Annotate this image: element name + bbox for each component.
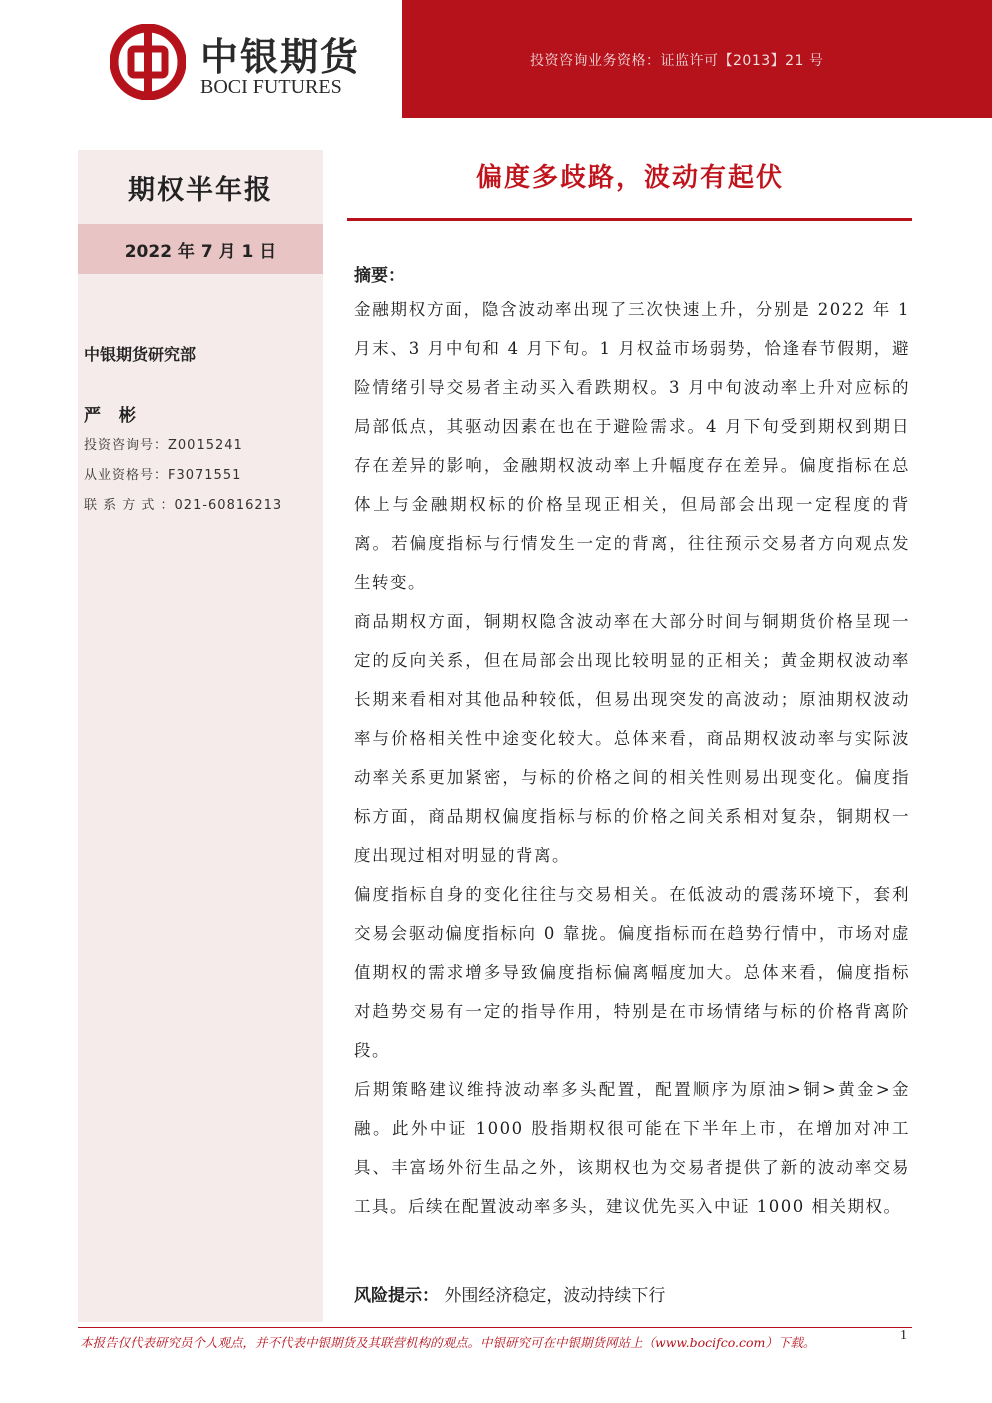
paragraph-financial-options: 金融期权方面，隐含波动率出现了三次快速上升，分别是 2022 年 1 月末、3 月中旬和 4 月下旬。1 月权益市场弱势，恰逢春节假期，避险情绪引导交易者主动买入看跌期权。3 月中旬波动率上升对应标的局部低点，其驱动因素在也在于避险需求。4 月下旬受到期权到期日存在差异的影响，金融期权波动率上升幅度存在差异。偏度指标在总体上与金融期权标的价格呈现正相关，但局部会出现一定程度的背离。若偏度指标与行情发生一定的背离，往往预示交易者方向观点发生转变。 xyxy=(354,300,910,592)
logo-english-name: BOCI FUTURES xyxy=(200,76,342,98)
page-number: 1 xyxy=(900,1328,907,1343)
abstract-body xyxy=(354,290,910,1226)
boc-logo-icon xyxy=(110,24,186,100)
paragraph-commodity-options: 商品期权方面，铜期权隐含波动率在大部分时间与铜期货价格呈现一定的反向关系，但在局部会出现比较明显的正相关；黄金期权波动率长期来看相对其他品种较低，但易出现突发的高波动；原油期权波动率与价格相关性中途变化较大。总体来看，商品期权波动率与实际波动率关系更加紧密，与标的价格之间的相关性则易出现变化。偏度指标方面，商品期权偏度指标与标的价格之间关系相对复杂，铜期权一度出现过相对明显的背离。 xyxy=(354,612,910,865)
license-text: 投资咨询业务资格：证监许可【2013】21 号 xyxy=(530,53,824,69)
company-logo xyxy=(110,20,410,100)
report-date: 2022 年 7 月 1 日 xyxy=(78,224,323,274)
risk-label: 风险提示： xyxy=(354,1286,439,1306)
paragraph-skew-indicator: 偏度指标自身的变化往往与交易相关。在低波动的震荡环境下，套利交易会驱动偏度指标向 0 靠拢。偏度指标而在趋势行情中，市场对虚值期权的需求增多导致偏度指标偏离幅度加大。总体来看，偏度指标对趋势交易有一定的指导作用，特别是在市场情绪与标的价格背离阶段。 xyxy=(354,885,910,1060)
risk-warning xyxy=(354,1281,665,1306)
disclaimer: 本报告仅代表研究员个人观点，并不代表中银期货及其联营机构的观点。中银研究可在中银期货网站上（www.bocifco.com）下载。 xyxy=(80,1335,816,1350)
risk-text: 外围经济稳定，波动持续下行 xyxy=(444,1286,666,1306)
qualification-no: 从业资格号：F3071551 xyxy=(84,468,242,483)
logo-chinese-name: 中银期货 xyxy=(200,34,361,79)
contact-info: 联 系 方 式 ：021-60816213 xyxy=(84,498,283,513)
author-name: 严 彬 xyxy=(84,406,142,426)
department: 中银期货研究部 xyxy=(84,345,197,364)
paragraph-strategy: 后期策略建议维持波动率多头配置，配置顺序为原油>铜>黄金>金融。此外中证 1000 股指期权很可能在下半年上市，在增加对冲工具、丰富场外衍生品之外，该期权也为交易者提供了新的波动率交易工具。后续在配置波动率多头，建议优先买入中证 1000 相关期权。 xyxy=(354,1080,910,1216)
report-type: 期权半年报 xyxy=(128,174,273,206)
sidebar xyxy=(78,150,323,1322)
abstract-heading: 摘要： xyxy=(354,266,405,286)
page-title: 偏度多歧路，波动有起伏 xyxy=(475,163,784,193)
title-divider xyxy=(347,218,912,221)
investment-consult-no: 投资咨询号：Z0015241 xyxy=(84,438,243,453)
footer-divider xyxy=(78,1327,912,1328)
